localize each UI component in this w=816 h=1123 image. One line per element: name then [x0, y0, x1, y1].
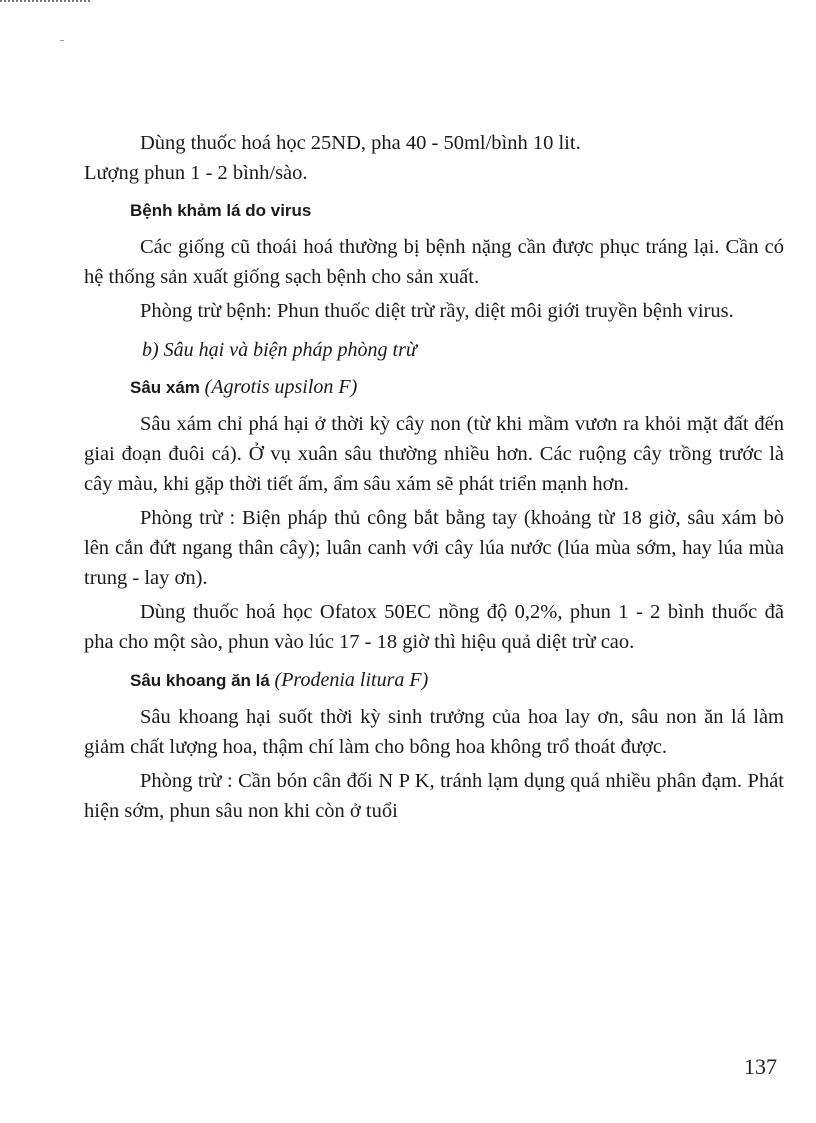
paragraph-sau-khoang-damage: Sâu khoang hại suốt thời kỳ sinh trưởng của hoa lay ơn, sâu non ăn lá làm giảm chất lượng hoa, thậm chí làm cho bông hoa không trổ thoát được. [84, 706, 784, 758]
heading-sau-xam-name: Sâu xám [130, 378, 200, 397]
paragraph-sau-xam-chemical-control: Dùng thuốc hoá học Ofatox 50EC nồng độ 0,2%, phun 1 - 2 bình thuốc đã pha cho một sào, phun vào lúc 17 - 18 giờ thì hiệu quả diệt trừ cao. [84, 601, 784, 653]
paragraph-virus-control: Phòng trừ bệnh: Phun thuốc diệt trừ rầy, diệt môi giới truyền bệnh virus. [140, 300, 734, 322]
heading-sau-khoang-open: ( [274, 669, 282, 691]
paragraph-dosage-line2: Lượng phun 1 - 2 bình/sào. [84, 162, 308, 184]
heading-sau-xam-close: F) [333, 376, 358, 398]
scan-artifact [0, 0, 90, 4]
heading-sau-khoang-latin: Prodenia litura [281, 669, 405, 691]
paragraph-dosage-line1: Dùng thuốc hoá học 25ND, pha 40 - 50ml/bình 10 lit. [140, 132, 581, 154]
heading-sau-khoang-close: F) [404, 669, 429, 691]
paragraph-virus-varieties: Các giống cũ thoái hoá thường bị bệnh nặng cần được phục tráng lại. Cần có hệ thống sản xuất giống sạch bệnh cho sản xuất. [84, 236, 784, 288]
heading-sau-khoang-name: Sâu khoang ăn lá [130, 671, 270, 690]
heading-sau-khoang [130, 667, 784, 694]
paragraph-sau-xam-damage: Sâu xám chỉ phá hại ở thời kỳ cây non (từ khi mầm vươn ra khỏi mặt đất đến giai đoạn đuôi cá). Ở vụ xuân sâu thường nhiều hơn. Các ruộng cây trồng trước là cây màu, khi gặp thời tiết ấm, ẩm sâu xám sẽ phát triển mạnh hơn. [84, 413, 784, 495]
scan-speck [60, 40, 64, 41]
paragraph-sau-khoang-control: Phòng trừ : Cần bón cân đối N P K, tránh lạm dụng quá nhiều phân đạm. Phát hiện sớm, phun sâu non khi còn ở tuổi [84, 770, 784, 822]
heading-sau-xam-open: ( [204, 376, 212, 398]
page-number: 137 [744, 1054, 777, 1079]
section-title-pests: b) Sâu hại và biện pháp phòng trừ [142, 339, 417, 361]
heading-sau-xam [130, 374, 784, 401]
paragraph-sau-xam-manual-control: Phòng trừ : Biện pháp thủ công bắt bằng tay (khoảng từ 18 giờ, sâu xám bò lên cắn đứt ngang thân cây); luân canh với cây lúa nước (lúa mùa sớm, hay lúa mùa trung - lay ơn). [84, 507, 784, 589]
page-body [84, 128, 784, 826]
heading-virus: Bệnh khảm lá do virus [130, 201, 312, 220]
heading-sau-xam-latin: Agrotis upsilon [211, 376, 334, 398]
